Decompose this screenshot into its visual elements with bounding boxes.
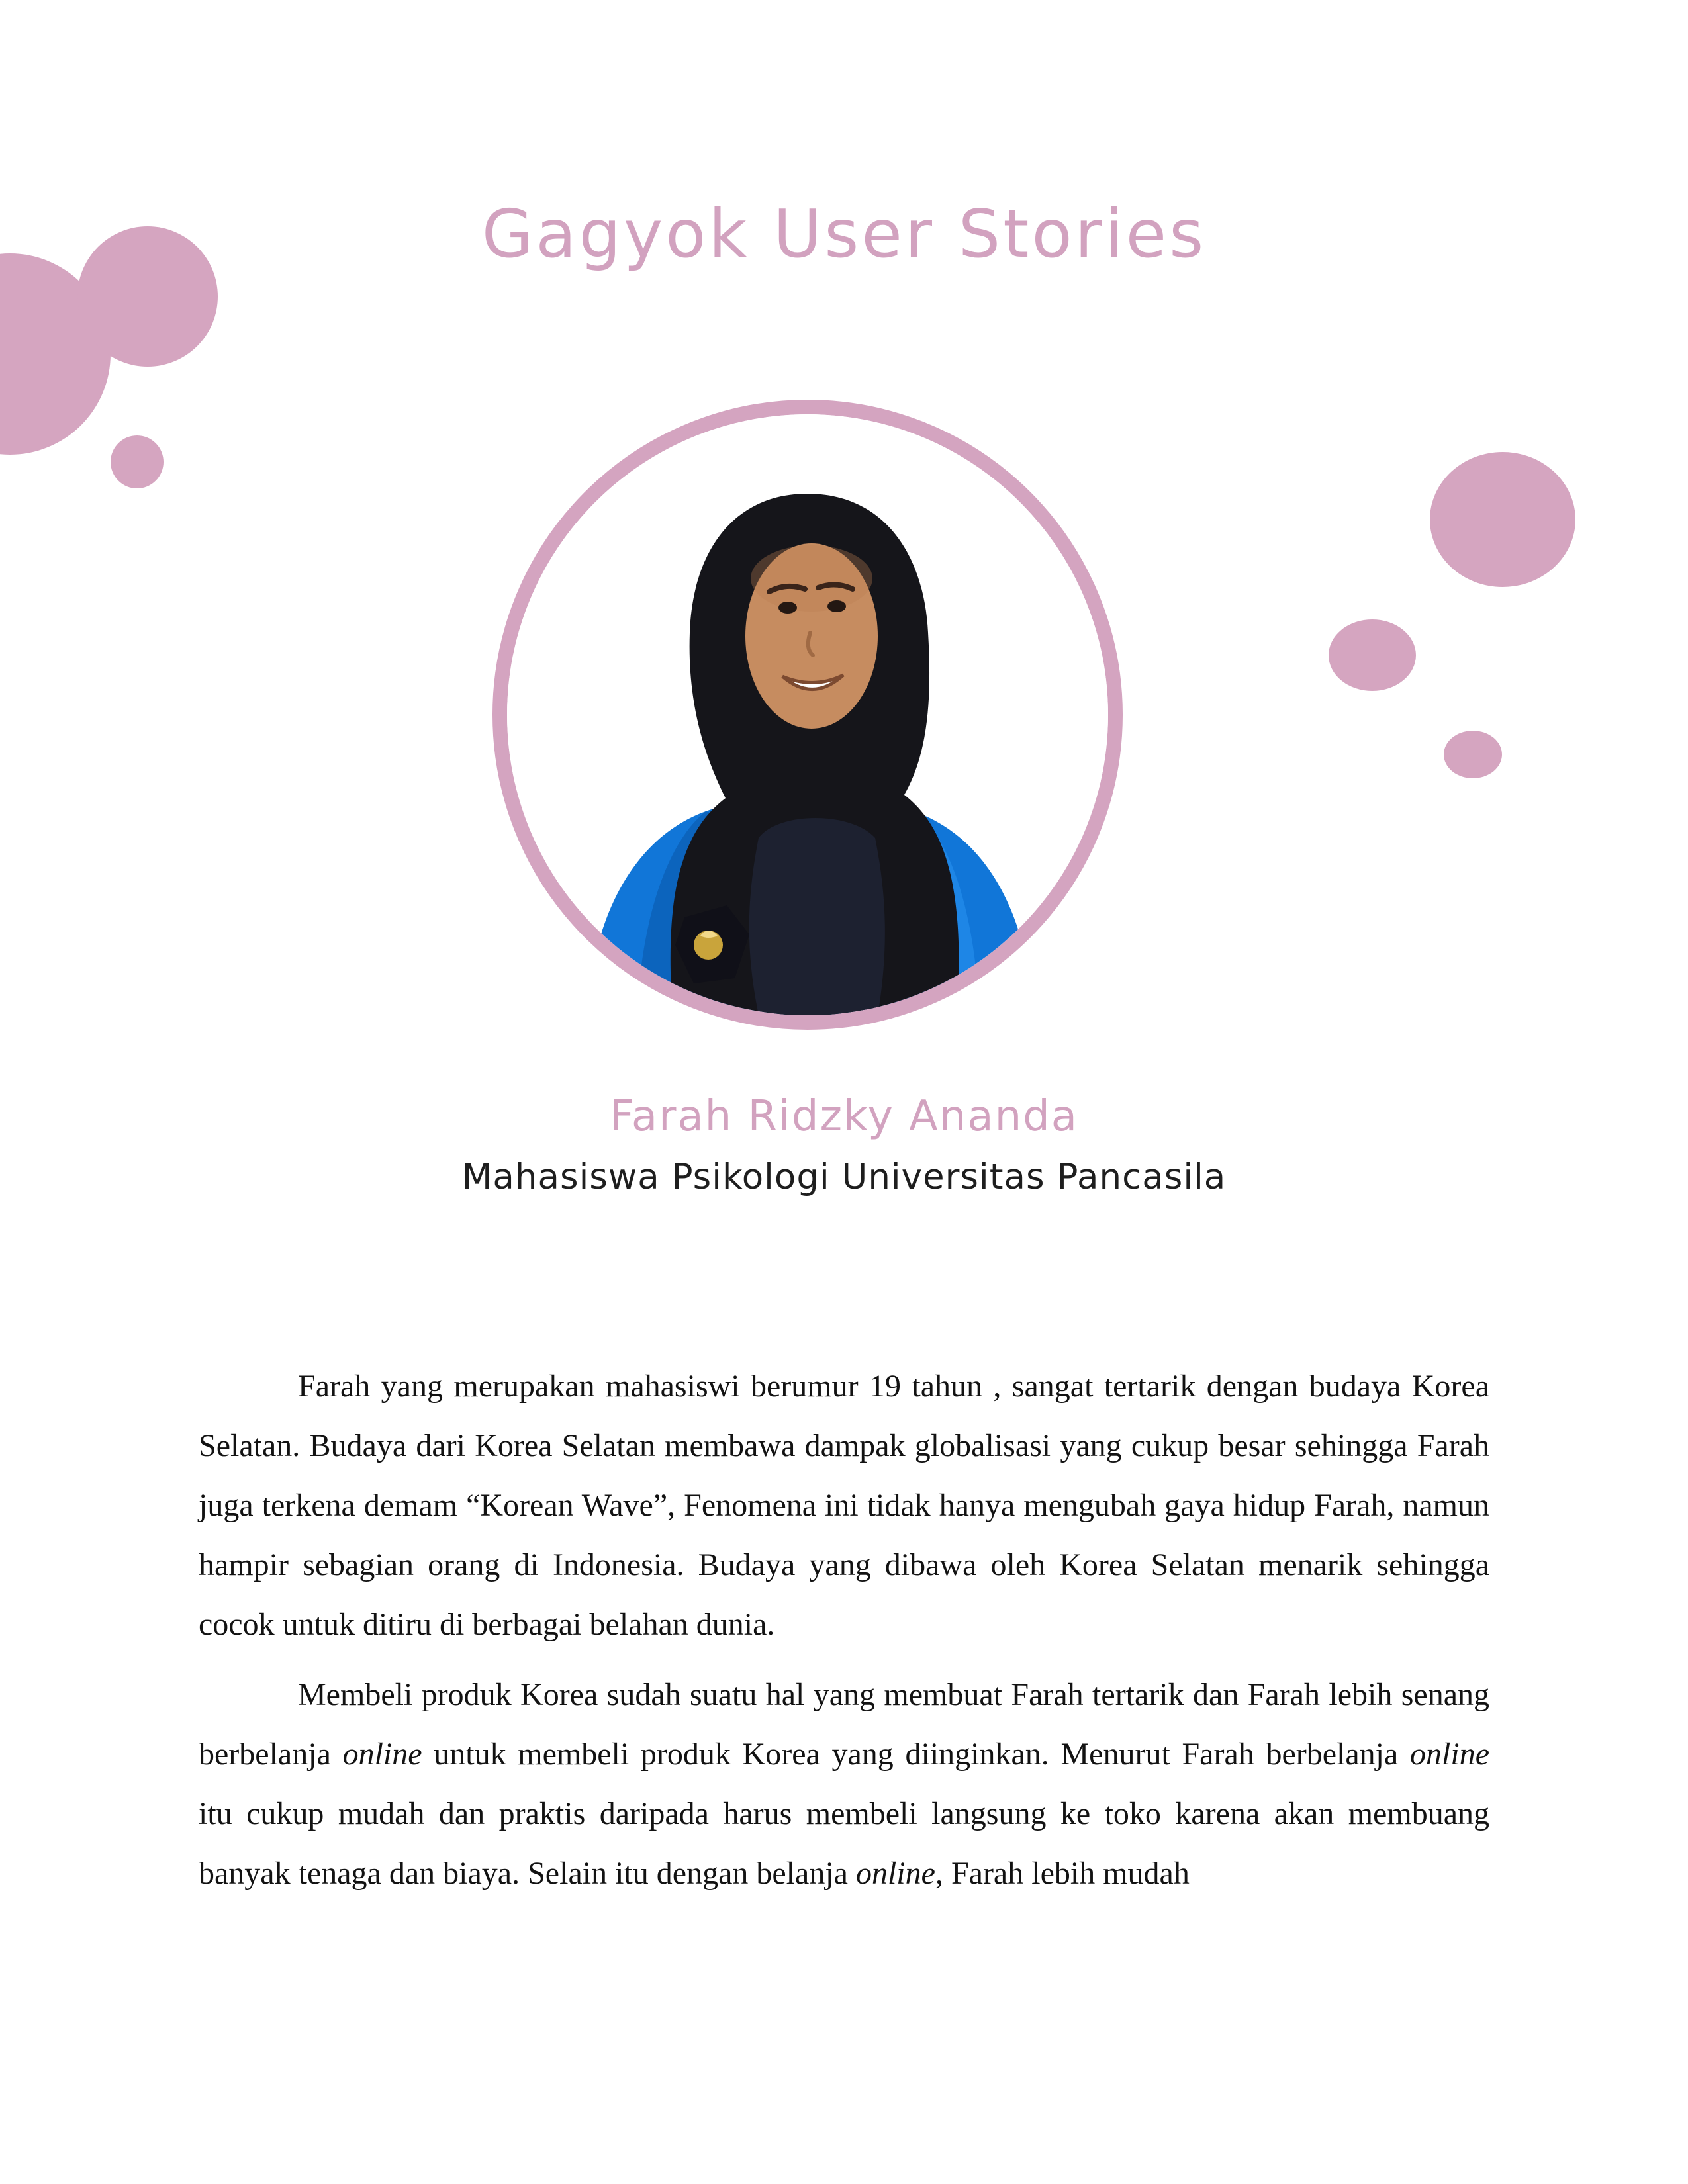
- decor-circle-right-large: [1430, 452, 1575, 587]
- person-name: Farah Ridzky Ananda: [609, 1092, 1079, 1141]
- face-shape: [745, 543, 878, 729]
- text-run: , Farah lebih mudah: [935, 1856, 1190, 1891]
- italic-text-run: online: [342, 1737, 422, 1772]
- person-subtitle: Mahasiswa Psikologi Universitas Pancasila: [461, 1157, 1227, 1197]
- italic-text-run: online: [855, 1856, 935, 1891]
- paragraph: [199, 1665, 1489, 1903]
- profile-photo-frame: [492, 400, 1123, 1030]
- text-run: itu cukup mudah dan praktis daripada harus membeli langsung ke toko karena akan membuang banyak tenaga dan biaya. Selain itu dengan belanja: [199, 1796, 1489, 1891]
- profile-photo: [507, 414, 1108, 1015]
- text-run: Membeli produk Korea sudah suatu hal yang membuat Farah tertarik dan Farah lebih senang berbelanja: [199, 1677, 1489, 1772]
- text-run: untuk membeli produk Korea yang diinginkan. Menurut Farah berbelanja: [422, 1737, 1411, 1772]
- page-title: Gagyok User Stories: [481, 195, 1207, 273]
- paragraph: [199, 1357, 1489, 1655]
- article: [199, 1357, 1489, 1903]
- text-run: Farah yang merupakan mahasiswi berumur 19 tahun , sangat tertarik dengan budaya Korea Selatan. Budaya dari Korea Selatan membawa dampak globalisasi yang cukup besar sehingga Farah juga terkena demam “Korean Wave”, Fenomena ini tidak hanya mengubah gaya hidup Farah, namun hampir sebagian orang di Indonesia. Budaya yang dibawa oleh Korea Selatan menarik sehingga cocok untuk ditiru di berbagai belahan dunia.: [199, 1369, 1489, 1642]
- decor-circle-right-medium: [1329, 619, 1416, 691]
- decor-circle-right-small: [1444, 731, 1502, 778]
- italic-text-run: online: [1410, 1737, 1489, 1772]
- decor-circle-top-left-small: [111, 435, 164, 488]
